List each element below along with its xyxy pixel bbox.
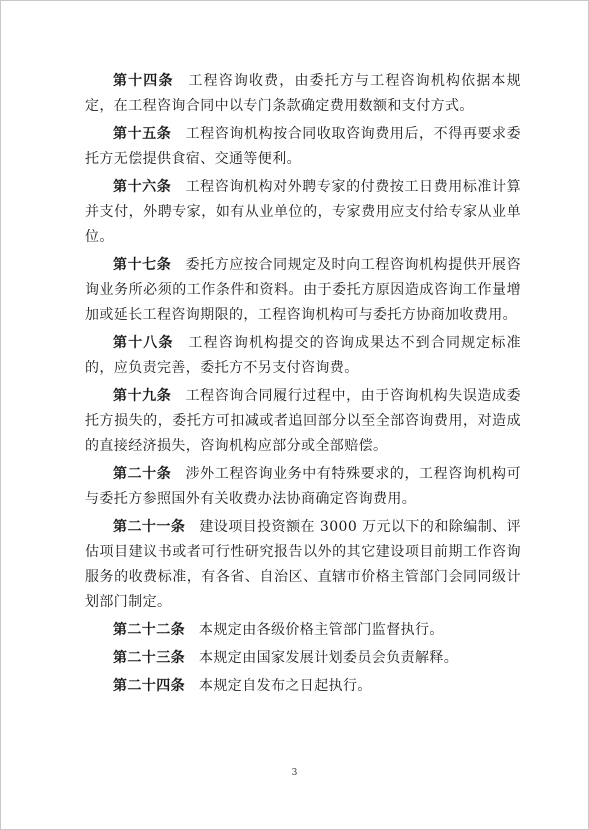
article-17 — [85, 253, 521, 328]
article-heading: 第二十三条 — [113, 650, 185, 666]
article-24 — [85, 674, 521, 699]
article-text: 工程咨询机构按合同收取咨询费用后，不得再要求委托方无偿提供食宿、交通等便利。 — [85, 126, 521, 167]
article-text: 委托方应按合同规定及时向工程咨询机构提供开展咨询业务所必须的工作条件和资料。由于委托方原因造成咨询工作量增加或延长工程咨询期限的，工程咨询机构可与委托方协商加收费用。 — [85, 257, 521, 323]
article-heading: 第二十二条 — [113, 622, 185, 638]
article-text: 本规定由各级价格主管部门监督执行。 — [199, 622, 444, 638]
article-text: 工程咨询机构提交的咨询成果达不到合同规定标准的，应负责完善，委托方不另支付咨询费。 — [85, 335, 521, 376]
article-16 — [85, 175, 521, 250]
article-20 — [85, 462, 521, 512]
article-heading: 第十六条 — [113, 179, 172, 195]
article-text: 本规定由国家发展计划委员会负责解释。 — [199, 650, 459, 666]
article-text: 本规定自发布之日起执行。 — [199, 678, 372, 694]
article-heading: 第二十一条 — [113, 519, 186, 535]
article-14 — [85, 69, 521, 119]
article-heading: 第十七条 — [113, 257, 172, 273]
document-body — [85, 69, 521, 702]
article-heading: 第二十四条 — [113, 678, 185, 694]
article-18 — [85, 331, 521, 381]
article-text: 工程咨询合同履行过程中，由于咨询机构失误造成委托方损失的，委托方可扣减或者追回部分以至全部咨询费用，对造成的直接经济损失，咨询机构应部分或全部赔偿。 — [85, 388, 521, 454]
article-21 — [85, 515, 521, 615]
article-text: 工程咨询收费，由委托方与工程咨询机构依据本规定，在工程咨询合同中以专门条款确定费用数额和支付方式。 — [85, 73, 521, 114]
article-text: 涉外工程咨询业务中有特殊要求的，工程咨询机构可与委托方参照国外有关收费办法协商确定咨询费用。 — [85, 466, 521, 507]
page-number: 3 — [291, 768, 298, 778]
article-heading: 第十四条 — [113, 73, 174, 89]
article-22 — [85, 618, 521, 643]
article-heading: 第十九条 — [113, 388, 172, 404]
article-23 — [85, 646, 521, 671]
article-text: 工程咨询机构对外聘专家的付费按工日费用标准计算并支付，外聘专家，如有从业单位的，专家费用应支付给专家从业单位。 — [85, 179, 521, 245]
article-heading: 第二十条 — [113, 466, 172, 482]
article-text: 建设项目投资额在 3000 万元以下的和除编制、评估项目建议书或者可行性研究报告以外的其它建设项目前期工作咨询服务的收费标准，有各省、自治区、直辖市价格主管部门会同同级计划部门制定。 — [85, 519, 522, 610]
article-heading: 第十八条 — [113, 335, 174, 351]
article-15 — [85, 122, 521, 172]
article-19 — [85, 384, 521, 459]
article-heading: 第十五条 — [113, 126, 172, 142]
